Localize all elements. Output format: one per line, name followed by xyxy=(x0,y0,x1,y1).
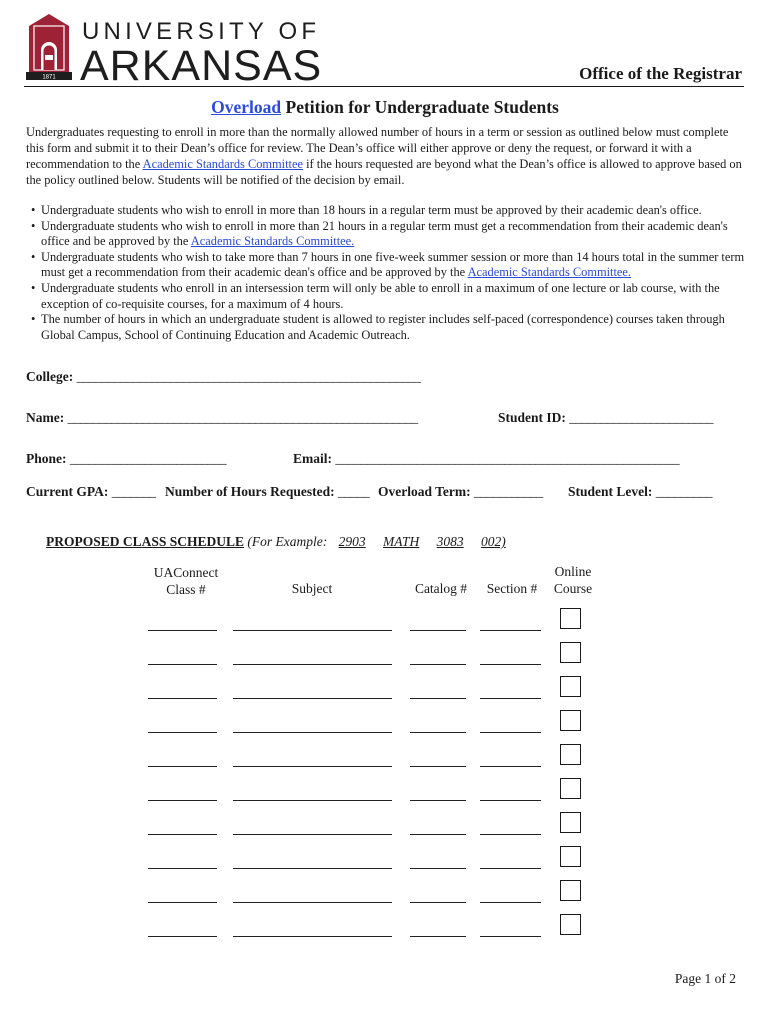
phone-field[interactable] xyxy=(26,451,226,467)
college-label: College: xyxy=(26,369,74,384)
schedule-row xyxy=(0,844,770,878)
subject-line[interactable] xyxy=(233,868,392,869)
gpa-input-line[interactable]: _______ xyxy=(111,484,156,499)
page-number: Page 1 of 2 xyxy=(674,971,736,986)
student-id-label: Student ID: xyxy=(498,410,566,425)
subject-line[interactable] xyxy=(233,630,392,631)
email-field[interactable] xyxy=(293,451,679,467)
logo-university-text: UNIVERSITY OF xyxy=(82,18,321,45)
college-input-line[interactable]: _______________________________________________________ xyxy=(76,369,421,384)
online-course-checkbox[interactable] xyxy=(560,744,581,765)
example-section: 002) xyxy=(481,534,506,549)
catalog-line[interactable] xyxy=(410,902,466,903)
policy-item xyxy=(26,219,746,250)
example-subject: MATH xyxy=(383,534,420,549)
catalog-line[interactable] xyxy=(410,936,466,937)
col-header-online-line1: Online xyxy=(554,564,592,579)
university-logo xyxy=(24,12,323,90)
section-line[interactable] xyxy=(480,664,541,665)
catalog-line[interactable] xyxy=(410,800,466,801)
academic-standards-link[interactable]: Academic Standards Committee xyxy=(142,157,304,171)
example-prefix: (For Example: xyxy=(247,534,328,549)
student-level-field[interactable] xyxy=(568,484,712,500)
academic-standards-link[interactable]: Academic Standards Committee. xyxy=(190,234,355,249)
class-number-line[interactable] xyxy=(148,630,217,631)
col-header-section: Section # xyxy=(486,581,538,596)
intro-text-2: if the hours requested are beyond what the Dean’s office is allowed to approve based on the policy outlined below. Students will be notified of the decision by email. xyxy=(26,157,742,187)
section-line[interactable] xyxy=(480,902,541,903)
catalog-line[interactable] xyxy=(410,732,466,733)
schedule-title: PROPOSED CLASS SCHEDULE xyxy=(46,534,245,549)
online-course-checkbox[interactable] xyxy=(560,676,581,697)
student-level-label: Student Level: xyxy=(568,484,653,499)
col-header-online-line2: Course xyxy=(553,581,593,596)
policy-text: Undergraduate students who wish to take more than 7 hours in one five-week summer session or more than 14 hours total in the summer term must get a recommendation from their academic dean's office and be approved by the xyxy=(41,249,745,280)
class-number-line[interactable] xyxy=(148,732,217,733)
hours-requested-input-line[interactable]: _____ xyxy=(338,484,370,499)
name-input-line[interactable]: ________________________________________________________ xyxy=(67,410,418,425)
hours-requested-label: Number of Hours Requested: xyxy=(165,484,335,499)
class-number-line[interactable] xyxy=(148,868,217,869)
overload-term-label: Overload Term: xyxy=(378,484,471,499)
policy-text: Undergraduate students who wish to enroll in more than 18 hours in a regular term must be approved by their academic dean's office. xyxy=(41,203,702,217)
subject-line[interactable] xyxy=(233,800,392,801)
class-number-line[interactable] xyxy=(148,834,217,835)
policy-text: Undergraduate students who wish to enroll in more than 21 hours in a regular term must get a recommendation from their academic dean's office and be approved by the xyxy=(41,218,728,249)
header-divider xyxy=(24,86,744,87)
svg-text:1871: 1871 xyxy=(42,74,56,81)
catalog-line[interactable] xyxy=(410,834,466,835)
class-number-line[interactable] xyxy=(148,698,217,699)
online-course-checkbox[interactable] xyxy=(560,846,581,867)
schedule-row xyxy=(0,606,770,640)
class-number-line[interactable] xyxy=(148,902,217,903)
schedule-row xyxy=(0,878,770,912)
class-number-line[interactable] xyxy=(148,664,217,665)
catalog-line[interactable] xyxy=(410,630,466,631)
academic-standards-link[interactable]: Academic Standards Committee. xyxy=(467,265,632,280)
policy-text: The number of hours in which an undergraduate student is allowed to register includes self-paced (correspondence) courses taken through Global Campus, School of Continuing Education and Academic Outreach. xyxy=(41,312,725,342)
policy-item xyxy=(26,250,746,281)
subject-line[interactable] xyxy=(233,698,392,699)
online-course-checkbox[interactable] xyxy=(560,608,581,629)
intro-paragraph xyxy=(26,124,746,188)
gpa-label: Current GPA: xyxy=(26,484,109,499)
schedule-row xyxy=(0,912,770,946)
phone-label: Phone: xyxy=(26,451,67,466)
subject-line[interactable] xyxy=(233,766,392,767)
catalog-line[interactable] xyxy=(410,868,466,869)
col-header-catalog: Catalog # xyxy=(414,581,468,596)
name-field[interactable] xyxy=(26,410,418,426)
title-text: Petition for Undergraduate Students xyxy=(281,97,559,117)
subject-line[interactable] xyxy=(233,664,392,665)
section-line[interactable] xyxy=(480,766,541,767)
hours-requested-field[interactable] xyxy=(165,484,369,500)
overload-term-field[interactable] xyxy=(378,484,543,500)
col-header-subject: Subject xyxy=(291,581,333,596)
policy-item xyxy=(26,203,746,219)
section-line[interactable] xyxy=(480,868,541,869)
schedule-row xyxy=(0,742,770,776)
email-input-line[interactable]: _______________________________________________________ xyxy=(335,451,680,466)
intro-text-1: Undergraduates requesting to enroll in more than the normally allowed number of hours in a term or session as outlined below must complete this form and submit it to their Dean’s office for review. The Dean’s office will either approve or deny the request, or forward it with a recommendation to the xyxy=(26,125,729,171)
schedule-row xyxy=(0,640,770,674)
online-course-checkbox[interactable] xyxy=(560,778,581,799)
policy-item xyxy=(26,312,746,343)
section-line[interactable] xyxy=(480,698,541,699)
example-class: 2903 xyxy=(338,534,366,549)
overload-link[interactable]: Overload xyxy=(211,97,282,117)
col-header-class-line2: Class # xyxy=(166,582,206,597)
schedule-row xyxy=(0,810,770,844)
schedule-row xyxy=(0,708,770,742)
page-title xyxy=(0,97,770,118)
catalog-line[interactable] xyxy=(410,664,466,665)
schedule-row xyxy=(0,776,770,810)
section-line[interactable] xyxy=(480,834,541,835)
student-id-field[interactable] xyxy=(498,410,713,426)
catalog-line[interactable] xyxy=(410,766,466,767)
col-header-online xyxy=(546,563,600,597)
subject-line[interactable] xyxy=(233,936,392,937)
logo-arkansas-text: ARKANSAS xyxy=(80,42,323,90)
subject-line[interactable] xyxy=(233,732,392,733)
student-level-input-line[interactable]: _________ xyxy=(655,484,712,499)
col-header-class xyxy=(148,564,224,598)
policy-text: Undergraduate students who enroll in an intersession term will only be able to enroll in a maximum of one lecture or lab course, with the exception of co-requisite courses, for a maximum of 4 hours. xyxy=(41,280,720,311)
class-number-line[interactable] xyxy=(148,766,217,767)
phone-input-line[interactable]: _________________________ xyxy=(69,451,227,466)
section-line[interactable] xyxy=(480,732,541,733)
gpa-field[interactable] xyxy=(26,484,155,500)
overload-term-input-line[interactable]: ___________ xyxy=(474,484,543,499)
section-line[interactable] xyxy=(480,630,541,631)
section-line[interactable] xyxy=(480,800,541,801)
student-id-input-line[interactable]: _______________________ xyxy=(569,410,714,425)
subject-line[interactable] xyxy=(233,902,392,903)
online-course-checkbox[interactable] xyxy=(560,642,581,663)
policy-item xyxy=(26,281,746,312)
email-label: Email: xyxy=(293,451,332,466)
office-name: Office of the Registrar xyxy=(579,64,742,83)
example-catalog: 3083 xyxy=(436,534,464,549)
catalog-line[interactable] xyxy=(410,698,466,699)
class-number-line[interactable] xyxy=(148,800,217,801)
online-course-checkbox[interactable] xyxy=(560,710,581,731)
class-number-line[interactable] xyxy=(148,936,217,937)
subject-line[interactable] xyxy=(233,834,392,835)
online-course-checkbox[interactable] xyxy=(560,914,581,935)
policy-list xyxy=(26,203,746,343)
col-header-class-line1: UAConnect xyxy=(153,565,219,580)
name-label: Name: xyxy=(26,410,65,425)
online-course-checkbox[interactable] xyxy=(560,812,581,833)
section-line[interactable] xyxy=(480,936,541,937)
university-seal-icon xyxy=(24,12,74,84)
online-course-checkbox[interactable] xyxy=(560,880,581,901)
schedule-heading xyxy=(46,534,506,550)
college-field[interactable] xyxy=(26,369,420,385)
schedule-row xyxy=(0,674,770,708)
